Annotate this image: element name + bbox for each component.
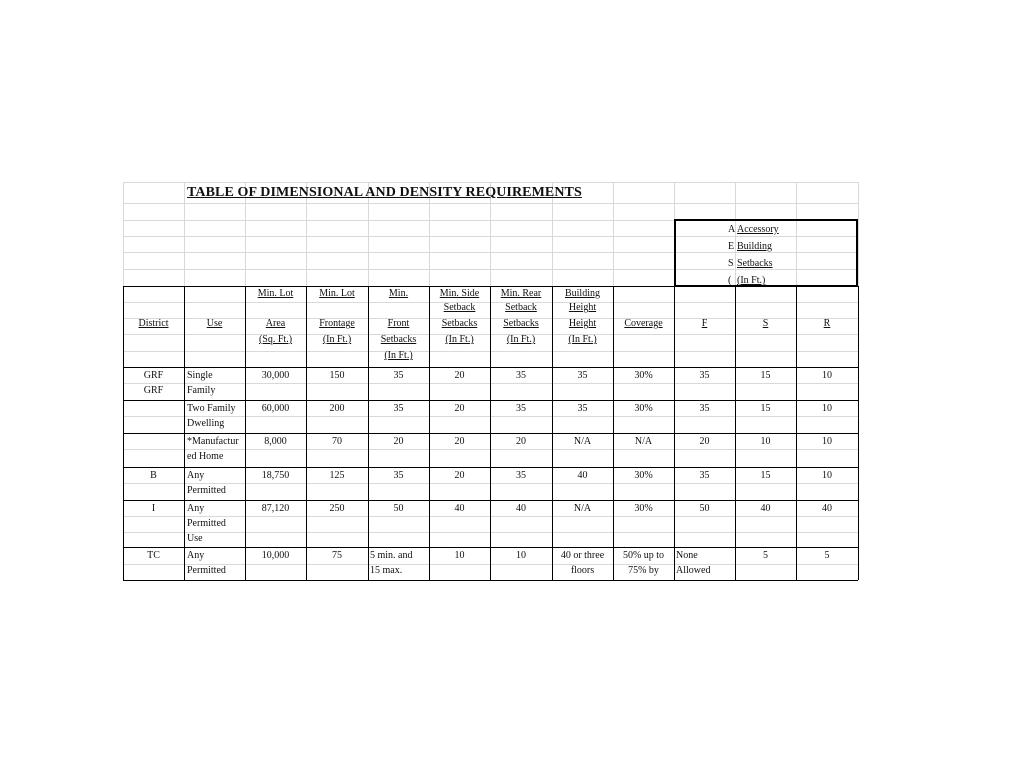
header-min-side-setback: Setbacks [441, 318, 478, 329]
cell-district: GRF [143, 370, 164, 381]
cell-use: Permitted [187, 565, 226, 576]
accessory-label: Setbacks [737, 258, 773, 269]
cell-use: Any [187, 503, 205, 514]
cell-value: 30% [634, 403, 653, 414]
header-min-side-setback: (In Ft.) [445, 334, 474, 345]
cell-value: 30% [634, 370, 653, 381]
cell-use: ed Home [187, 451, 224, 462]
cell-value: 35 [699, 370, 710, 381]
cell-value: 70 [332, 436, 342, 447]
cell-value: 10 [822, 470, 832, 481]
accessory-box-left [674, 219, 676, 287]
cell-value: 35 [699, 403, 710, 414]
cell-district: GRF [143, 385, 164, 396]
cell-value: 35 [516, 470, 526, 481]
cell-value: 87,120 [261, 503, 290, 514]
cell-use: Any [187, 550, 205, 561]
cell-use: Permitted [187, 518, 226, 529]
cell-value: 5 min. and [370, 550, 413, 561]
cell-value: 250 [329, 503, 345, 514]
cell-value: 15 [760, 370, 771, 381]
cell-value: 20 [454, 403, 465, 414]
header-building-height: Building [564, 288, 600, 299]
border-horizontal [123, 580, 858, 581]
cell-value: 20 [699, 436, 710, 447]
header-min-front-setbacks: Front [387, 318, 410, 329]
cell-use: *Manufactur [187, 436, 239, 447]
cell-value: N/A [634, 436, 653, 447]
accessory-label: Accessory [737, 224, 779, 235]
cell-value: 40 [577, 470, 588, 481]
cell-district: B [150, 470, 157, 481]
cell-value: 15 [760, 470, 771, 481]
cell-value: 40 [454, 503, 465, 514]
header-min-rear-setback: (In Ft.) [506, 334, 536, 345]
header-min-rear-setback: Setback [505, 302, 537, 313]
border-vertical [858, 286, 859, 580]
header-min-front-setbacks: (In Ft.) [384, 350, 413, 361]
header-building-height: Height [568, 318, 597, 329]
cell-value: 35 [516, 403, 526, 414]
cell-value: 35 [577, 370, 588, 381]
header-f: F [701, 318, 708, 329]
cell-value: 60,000 [261, 403, 290, 414]
header-min-lot-frontage: (In Ft.) [322, 334, 352, 345]
header-min-side-setback: Min. Side [439, 288, 480, 299]
accessory-cut-letter: ( [728, 275, 732, 286]
header-min-lot-area: (Sq. Ft.) [258, 334, 293, 345]
accessory-label: Building [737, 241, 773, 252]
cell-use: Use [187, 533, 203, 544]
cell-value: 40 [516, 503, 526, 514]
cell-district: TC [147, 550, 160, 561]
cell-value: floors [570, 565, 595, 576]
cell-use: Single [187, 370, 213, 381]
cell-value: 10,000 [261, 550, 290, 561]
header-min-lot-area: Min. Lot [257, 288, 294, 299]
cell-district: I [151, 503, 156, 514]
cell-value: N/A [573, 436, 592, 447]
gridline-horizontal [123, 182, 858, 183]
cell-value: 30% [634, 503, 653, 514]
accessory-box-top [674, 219, 858, 221]
header-coverage: Coverage [624, 318, 663, 329]
cell-value: 35 [393, 470, 404, 481]
cell-value: 40 [822, 503, 832, 514]
header-building-height: (In Ft.) [568, 334, 597, 345]
cell-value: 50 [699, 503, 710, 514]
cell-value: 75 [332, 550, 342, 561]
cell-value: 35 [393, 403, 404, 414]
cell-value: 18,750 [261, 470, 290, 481]
cell-value: Allowed [676, 565, 711, 576]
header-min-lot-frontage: Min. Lot [319, 288, 355, 299]
accessory-cut-letter: A [728, 224, 736, 235]
cell-value: 20 [454, 470, 465, 481]
cell-value: 10 [760, 436, 771, 447]
cell-use: Any [187, 470, 205, 481]
accessory-box-right [856, 219, 858, 287]
cell-value: 15 [760, 403, 771, 414]
header-min-rear-setback: Min. Rear [500, 288, 542, 299]
cell-use: Permitted [187, 485, 226, 496]
cell-value: 35 [516, 370, 526, 381]
cell-value: 10 [822, 370, 832, 381]
cell-use: Dwelling [187, 418, 225, 429]
cell-value: N/A [573, 503, 592, 514]
accessory-label: (In Ft.) [737, 275, 766, 286]
cell-value: 15 max. [370, 565, 403, 576]
header-min-front-setbacks: Setbacks [380, 334, 417, 345]
cell-value: 150 [329, 370, 345, 381]
cell-value: 40 [760, 503, 771, 514]
spreadsheet-table [123, 182, 858, 580]
cell-value: 30,000 [261, 370, 290, 381]
accessory-cut-letter: E [728, 241, 735, 252]
header-s: S [762, 318, 769, 329]
cell-value: 5 [824, 550, 830, 561]
cell-value: 50% up to [622, 550, 665, 561]
header-r: R [823, 318, 831, 329]
cell-value: 20 [454, 370, 465, 381]
header-min-front-setbacks: Min. [388, 288, 409, 299]
cell-value: 35 [699, 470, 710, 481]
cell-value: 10 [822, 436, 832, 447]
cell-use: Family [187, 385, 216, 396]
cell-value: 50 [393, 503, 404, 514]
accessory-cut-letter: S [728, 258, 734, 269]
cell-value: 125 [329, 470, 345, 481]
cell-value: 10 [822, 403, 832, 414]
header-min-rear-setback: Setbacks [503, 318, 539, 329]
cell-value: None [676, 550, 698, 561]
header-min-side-setback: Setback [443, 302, 476, 313]
header-district: District [138, 318, 169, 329]
header-building-height: Height [568, 302, 597, 313]
cell-value: 5 [763, 550, 768, 561]
cell-value: 10 [454, 550, 465, 561]
cell-value: 40 or three [560, 550, 605, 561]
cell-value: 20 [516, 436, 526, 447]
cell-value: 200 [329, 403, 345, 414]
table-title: TABLE OF DIMENSIONAL AND DENSITY REQUIREMENTS [187, 185, 582, 200]
header-use: Use [206, 318, 223, 329]
cell-value: 8,000 [264, 436, 287, 447]
cell-value: 20 [393, 436, 404, 447]
cell-value: 20 [454, 436, 465, 447]
cell-value: 30% [634, 470, 653, 481]
cell-value: 75% by [628, 565, 659, 576]
cell-value: 35 [393, 370, 404, 381]
cell-value: 10 [516, 550, 526, 561]
header-min-lot-frontage: Frontage [319, 318, 355, 329]
gridline-horizontal [123, 203, 858, 204]
cell-value: 35 [577, 403, 588, 414]
cell-use: Two Family [187, 403, 236, 414]
header-min-lot-area: Area [265, 318, 286, 329]
